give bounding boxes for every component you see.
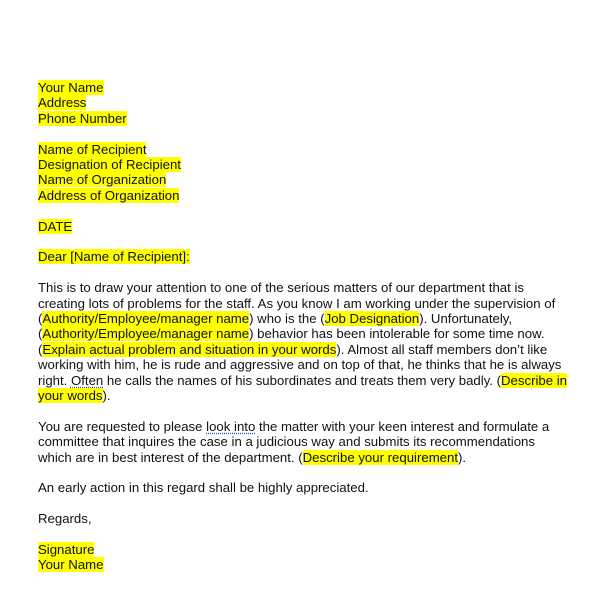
sender-block xyxy=(38,80,568,126)
spacer xyxy=(38,527,568,542)
placeholder-job-designation[interactable]: Job Designation xyxy=(324,311,420,327)
spacer xyxy=(38,465,568,480)
text-run: ). Almost all staff members don’t like working with him, he is rude and aggressive and on top of that, he thinks that he is always right. xyxy=(38,341,562,388)
closing[interactable]: Regards, xyxy=(38,511,92,527)
spacer xyxy=(38,496,568,511)
text-run: ). xyxy=(102,388,111,404)
spacer xyxy=(38,403,568,418)
spacer xyxy=(38,265,568,280)
sender-address[interactable]: Address xyxy=(38,95,87,111)
recipient-organization[interactable]: Name of Organization xyxy=(38,172,167,188)
salutation[interactable]: Dear [Name of Recipient]: xyxy=(38,249,190,265)
recipient-designation[interactable]: Designation of Recipient xyxy=(38,157,181,173)
recipient-block xyxy=(38,142,568,204)
signature-label[interactable]: Signature xyxy=(38,542,95,558)
text-run: the matter with your keen interest and formulate a committee that inquires the case in a judicious way and submits its recommendations which are in best interest of the department. ( xyxy=(38,418,550,465)
placeholder-authority-name[interactable]: Authority/Employee/manager name xyxy=(42,326,250,342)
text-run: This is to draw your attention to one of the serious matters of our department that is creating lots of problems for the staff. As you know I am working under the supervision of ( xyxy=(38,280,556,327)
recipient-address[interactable]: Address of Organization xyxy=(38,187,180,203)
spellcheck-word[interactable]: Often xyxy=(70,372,104,388)
text-run: ) who is the ( xyxy=(249,311,325,327)
placeholder-requirement[interactable]: Describe your requirement xyxy=(302,449,459,465)
signature-block xyxy=(38,542,568,573)
sender-name[interactable]: Your Name xyxy=(38,80,104,95)
text-run: ). xyxy=(458,449,467,465)
letter-date[interactable]: DATE xyxy=(38,218,73,234)
signature-name[interactable]: Your Name xyxy=(38,557,104,573)
text-run: ). Unfortunately, ( xyxy=(38,311,513,342)
spacer xyxy=(38,234,568,249)
spacer xyxy=(38,126,568,141)
letter-page xyxy=(38,80,568,573)
placeholder-explain-problem[interactable]: Explain actual problem and situation in your words xyxy=(42,341,337,357)
text-run: You are requested to please xyxy=(38,418,207,434)
spellcheck-phrase[interactable]: look into xyxy=(206,418,256,434)
spacer xyxy=(38,203,568,218)
body-paragraph-3[interactable]: An early action in this regard shall be highly appreciated. xyxy=(38,480,369,496)
body-paragraph-2[interactable] xyxy=(38,419,568,465)
sender-phone[interactable]: Phone Number xyxy=(38,110,127,126)
placeholder-describe[interactable]: Describe in your words xyxy=(38,372,567,404)
placeholder-authority-name[interactable]: Authority/Employee/manager name xyxy=(42,311,250,327)
recipient-name[interactable]: Name of Recipient xyxy=(38,141,147,157)
text-run: he calls the names of his subordinates and treats them very badly. ( xyxy=(103,372,502,388)
body-paragraph-1[interactable] xyxy=(38,280,568,403)
text-run: ) behavior has been intolerable for some time now. ( xyxy=(38,326,545,357)
